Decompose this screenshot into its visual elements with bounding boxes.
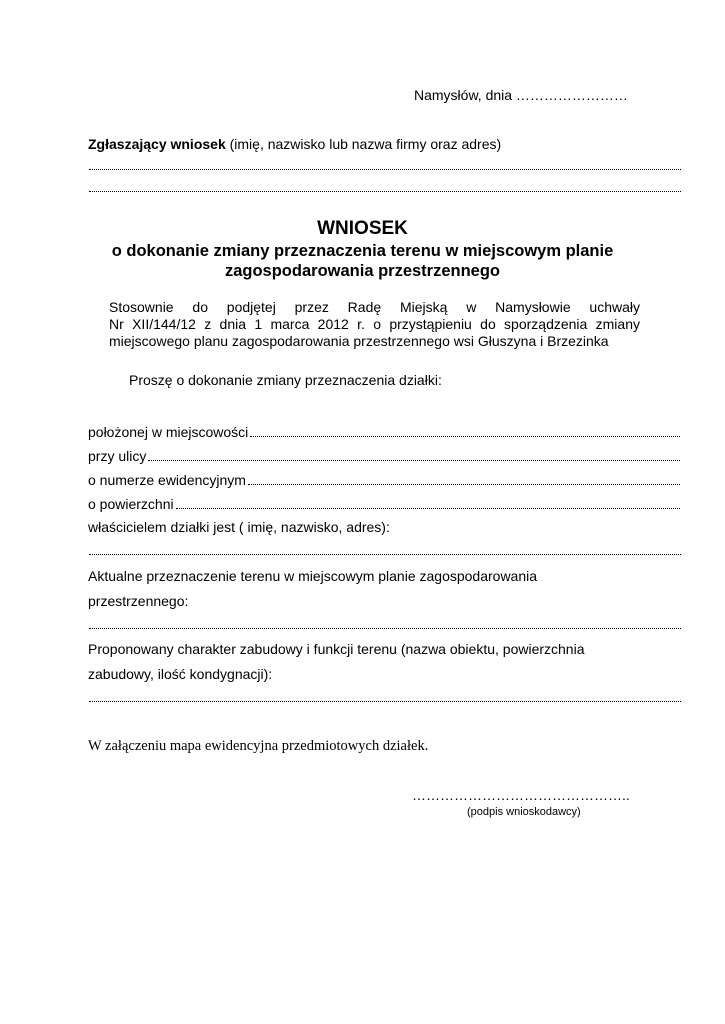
street-label: przy ulicy (88, 448, 147, 464)
parcel-number-fill[interactable] (248, 483, 680, 485)
intro-line-1: Stosownie do podjętej przez Radę Miejską w Namysłowie uchwały (109, 299, 640, 315)
area-field[interactable] (88, 494, 680, 512)
street-fill[interactable] (148, 459, 680, 461)
form-subtitle-line-2: zagospodarowania przestrzennego (224, 262, 501, 280)
locality-fill[interactable] (250, 435, 680, 437)
applicant-label (88, 136, 501, 152)
request-text: Proszę o dokonanie zmiany przeznaczenia działki: (129, 372, 442, 388)
area-fill[interactable] (176, 507, 680, 509)
attachment-note: W załączeniu mapa ewidencyjna przedmiotowych działek. (88, 738, 429, 754)
applicant-label-bold: Zgłaszający wniosek (88, 136, 226, 152)
owner-line[interactable] (89, 553, 681, 555)
intro-line-3: miejscowego planu zagospodarowania przestrzennego wsi Głuszyna i Brzezinka (109, 333, 609, 349)
parcel-number-field[interactable] (88, 470, 680, 488)
proposed-line-1: Proponowany charakter zabudowy i funkcji terenu (nazwa obiektu, powierzchnia (88, 641, 585, 657)
applicant-line-1[interactable] (89, 168, 681, 170)
street-field[interactable] (88, 446, 680, 464)
applicant-line-2[interactable] (89, 190, 681, 192)
current-use-line-1: Aktualne przeznaczenie terenu w miejscowym planie zagospodarowania (88, 568, 538, 584)
intro-line-2: Nr XII/144/12 z dnia 1 marca 2012 r. o przystąpieniu do sporządzenia zmiany (109, 316, 640, 332)
proposed-line[interactable] (89, 700, 681, 702)
current-use-line[interactable] (89, 627, 681, 629)
intro-paragraph (109, 299, 640, 350)
area-label: o powierzchni (88, 496, 174, 512)
owner-label: właścicielem działki jest ( imię, nazwisko, adres): (88, 519, 390, 535)
current-use-line-2: przestrzennego: (88, 593, 189, 609)
signature-line[interactable]: ……………………………………….. (412, 787, 630, 803)
form-subtitle-line-1: o dokonanie zmiany przeznaczenia terenu w miejscowym planie (111, 242, 614, 260)
parcel-number-label: o numerze ewidencyjnym (88, 472, 246, 488)
form-title: WNIOSEK (317, 218, 408, 239)
applicant-label-rest: (imię, nazwisko lub nazwa firmy oraz adres) (225, 136, 502, 152)
place-date: Namysłów, dnia …………………… (414, 87, 628, 103)
locality-field[interactable] (88, 422, 680, 440)
proposed-line-2: zabudowy, ilość kondygnacji): (88, 666, 273, 682)
locality-label: położonej w miejscowości (88, 424, 249, 440)
signature-label: (podpis wnioskodawcy) (467, 806, 581, 818)
